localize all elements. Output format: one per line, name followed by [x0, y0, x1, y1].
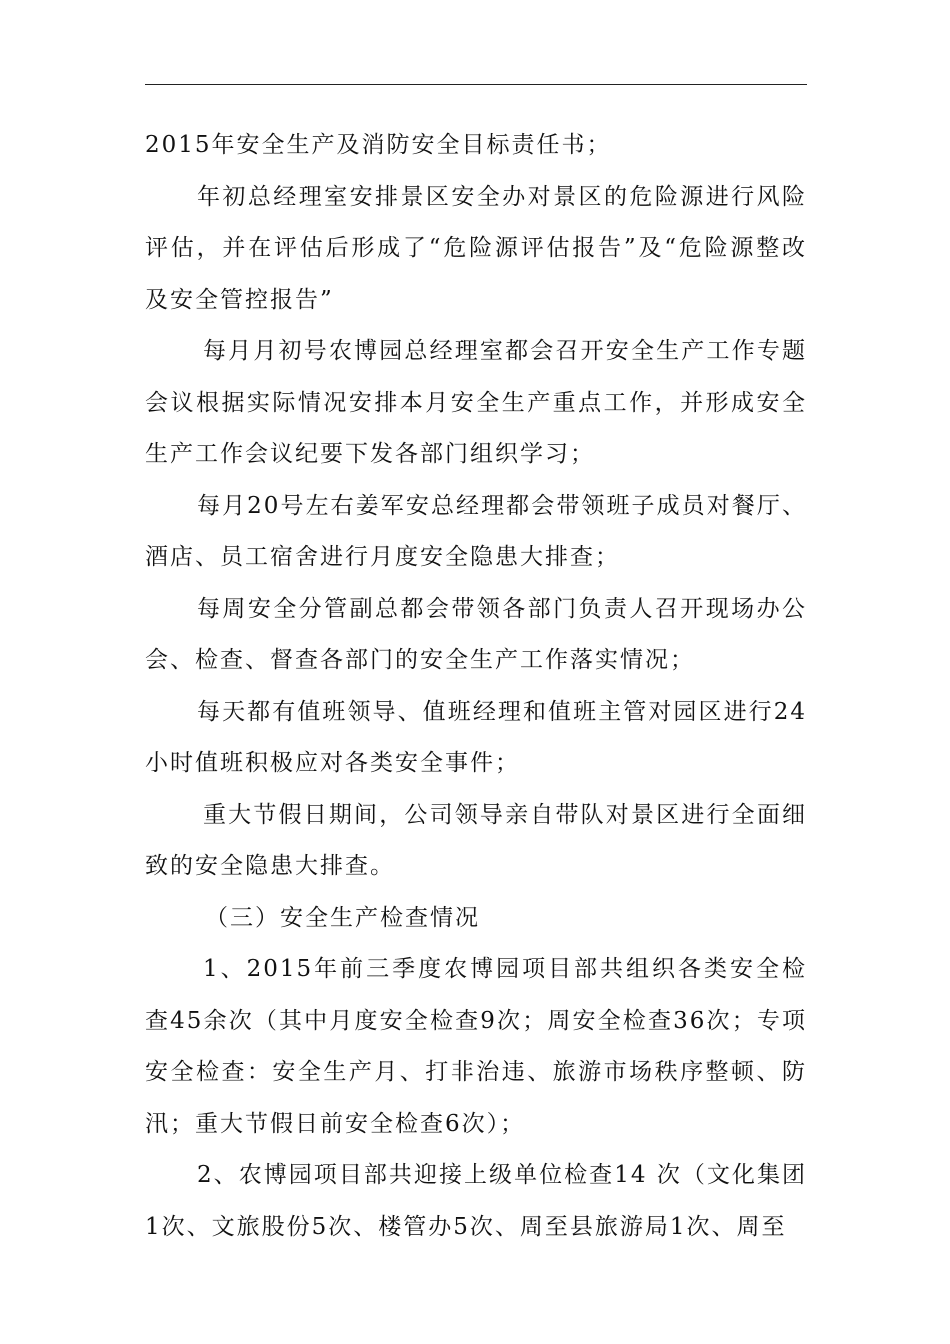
paragraph-monthly-meeting: 每月月初号农博园总经理室都会召开安全生产工作专题会议根据实际情况安排本月安全生产重点工作，并形成安全生产工作会议纪要下发各部门组织学习； — [145, 338, 807, 467]
section-heading-inspection: （三）安全生产检查情况 — [205, 904, 480, 931]
paragraph-risk-assessment: 年初总经理室安排景区安全办对景区的危险源进行风险评估，并在评估后形成了“危险源评估报告”及“危险源整改及安全管控报告” — [145, 183, 807, 313]
document-body — [145, 120, 807, 1253]
paragraph-inspection-count: 1、2015年前三季度农博园项目部共组织各类安全检查45余次（其中月度安全检查9次；周安全检查36次；专项安全检查：安全生产月、打非治违、旅游市场秩序整顿、防汛；重大节假日前安全检查6次）； — [145, 956, 807, 1137]
paragraph-weekly-meeting: 每周安全分管副总都会带领各部门负责人召开现场办公会、检查、督查各部门的安全生产工作落实情况； — [145, 595, 807, 673]
paragraph-external-inspection: 2、农博园项目部共迎接上级单位检查14 次（文化集团1次、文旅股份5次、楼管办5次、周至县旅游局1次、周至 — [145, 1162, 807, 1240]
paragraph-holiday-inspection: 重大节假日期间，公司领导亲自带队对景区进行全面细致的安全隐患大排查。 — [145, 801, 807, 879]
paragraph-daily-duty: 每天都有值班领导、值班经理和值班主管对园区进行24小时值班积极应对各类安全事件； — [145, 698, 807, 776]
header-rule — [145, 84, 807, 85]
paragraph-monthly-inspection: 每月20号左右姜军安总经理都会带领班子成员对餐厅、酒店、员工宿舍进行月度安全隐患大排查； — [145, 492, 807, 570]
paragraph-target-responsibility: 2015年安全生产及消防安全目标责任书； — [145, 132, 612, 158]
